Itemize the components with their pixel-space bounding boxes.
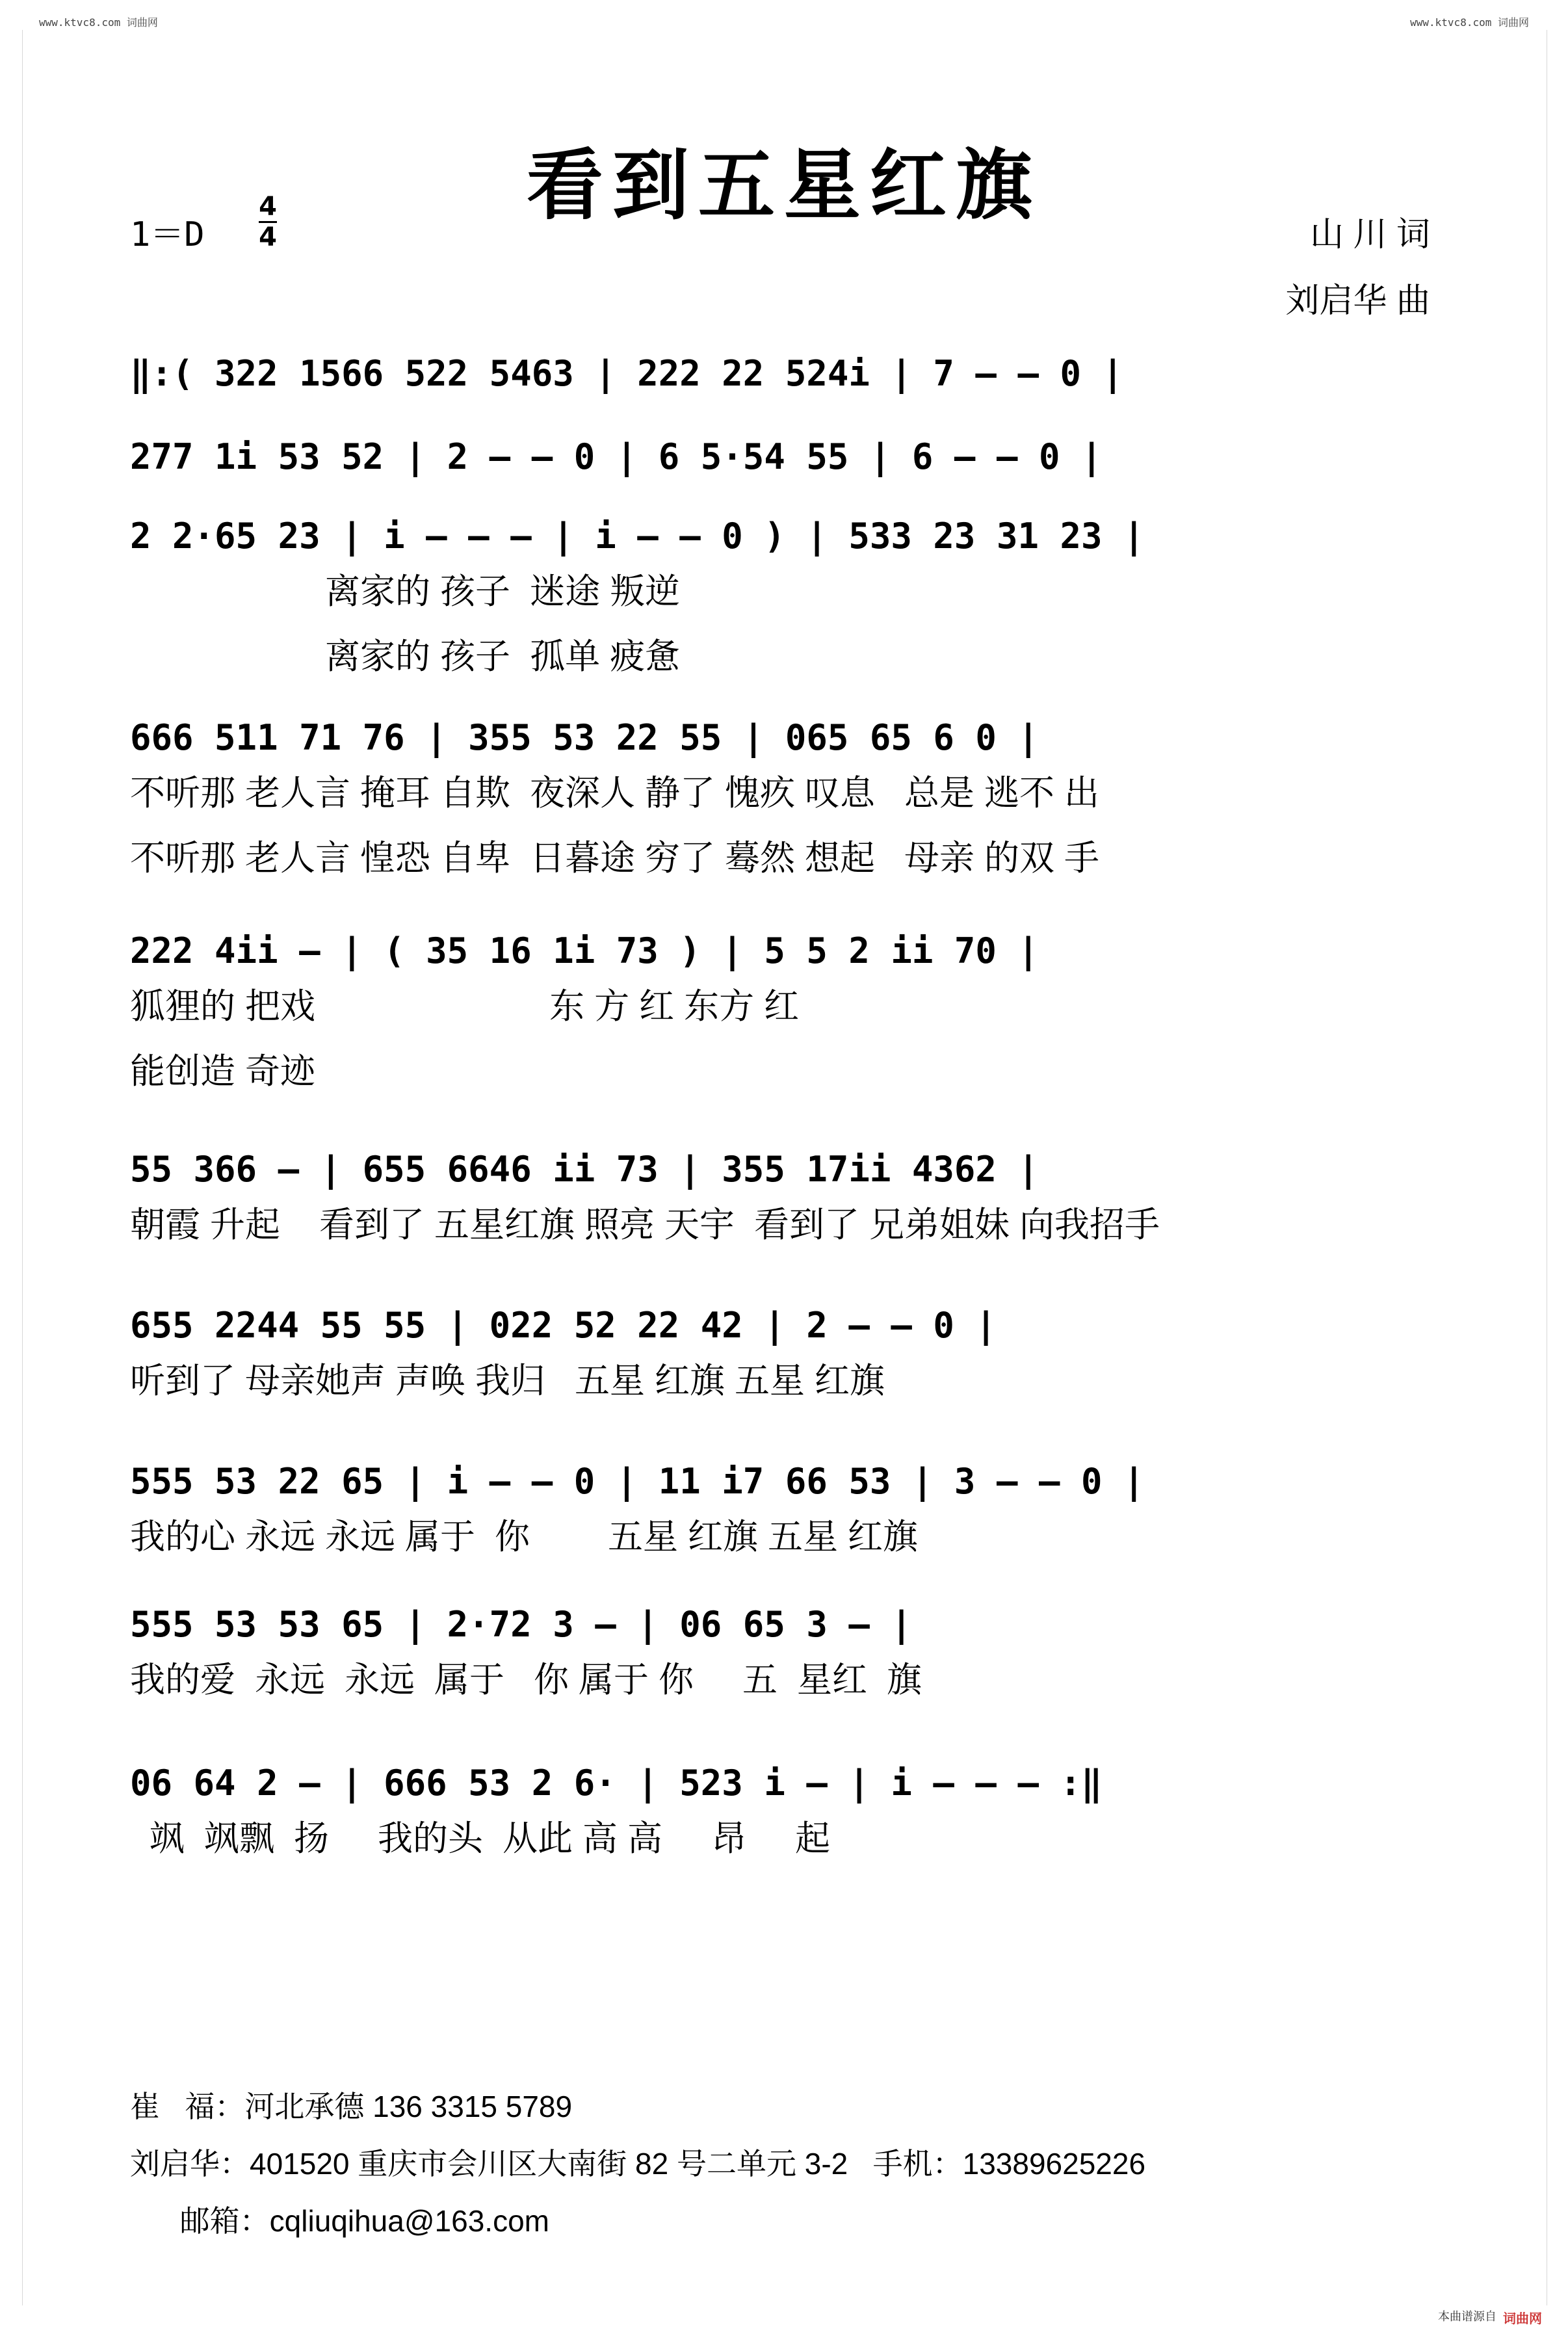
footer-source: 本曲谱源自 (1438, 2310, 1496, 2324)
notation-row: 555 53 22 65 | i – – 0 | 11 i7 66 53 | 3 – – 0 | (130, 1461, 1145, 1502)
song-title: 看到五星红旗 (526, 140, 1041, 230)
score-line-2 (130, 434, 1437, 480)
lyric-row: 狐狸的 把戏 东 方 红 东方 红 (130, 987, 800, 1026)
lyric-row: 我的心 永远 永远 属于 你 五星 红旗 五星 红旗 (130, 1517, 919, 1556)
lyric-row: 听到了 母亲她声 声唤 我归 五星 红旗 五星 红旗 (130, 1361, 885, 1400)
time-bottom: 4 (259, 222, 277, 252)
score-line-9 (130, 1602, 1437, 1713)
contact-cui-fu: 崔 福：河北承德 136 3315 5789 (130, 2090, 573, 2123)
lyricist-credit: 山 川 词 (1310, 216, 1430, 254)
notation-row: 277 1i 53 52 | 2 – – 0 | 6 5·54 55 | 6 – – 0 | (130, 436, 1103, 477)
notation-row: ‖:( 322 1566 522 5463 | 222 22 524i | 7 – – 0 | (130, 353, 1124, 394)
lyric-row: 离家的 孩子 迷途 叛逆 (130, 572, 681, 611)
score-line-1 (130, 351, 1437, 397)
notation-row: 655 2244 55 55 | 022 52 22 42 | 2 – – 0 | (130, 1305, 997, 1346)
lyric-row: 不听那 老人言 惶恐 自卑 日暮途 穷了 蓦然 想起 母亲 的双 手 (130, 839, 1100, 878)
notation-row: 666 511 71 76 | 355 53 22 55 | 065 65 6 0 | (130, 717, 1039, 758)
score-line-3 (130, 514, 1437, 689)
notation-row: 2 2·65 23 | i – – – | i – – 0 ) | 533 23 31 23 | (130, 516, 1145, 557)
site-logo: 词曲网 (1503, 2311, 1542, 2326)
score-line-5 (130, 928, 1437, 1104)
key-signature: 1＝D (130, 215, 205, 254)
contact-email: 邮箱：cqliuqihua@163.com (130, 2204, 549, 2238)
lyric-row: 我的爱 永远 永远 属于 你 属于 你 五 星红 旗 (130, 1660, 922, 1700)
watermark-right: www.ktvc8.com 词曲网 (1410, 16, 1529, 29)
composer-credit: 刘启华 曲 (1285, 282, 1430, 320)
lyric-row: 飒 飒飘 扬 我的头 从此 高 高 昂 起 (130, 1819, 831, 1858)
score-line-10 (130, 1761, 1437, 1871)
notation-row: 55 366 – | 655 6646 ii 73 | 355 17ii 4362 | (130, 1149, 1039, 1190)
time-signature (259, 192, 277, 252)
notation-row: 06 64 2 – | 666 53 2 6· | 523 i – | i – – – :‖ (130, 1763, 1103, 1804)
notation-row: 555 53 53 65 | 2·72 3 – | 06 65 3 – | (130, 1604, 912, 1645)
notation-row: 222 4ii – | ( 35 16 1i 73 ) | 5 5 2 ii 70 | (130, 930, 1039, 971)
lyric-row: 能创造 奇迹 (130, 1052, 316, 1091)
score-line-8 (130, 1459, 1437, 1569)
lyric-row: 朝霞 升起 看到了 五星红旗 照亮 天宇 看到了 兄弟姐妹 向我招手 (130, 1205, 1160, 1244)
watermark-left: www.ktvc8.com 词曲网 (39, 16, 158, 29)
score-line-6 (130, 1147, 1437, 1257)
contact-liu-qihua: 刘启华：401520 重庆市会川区大南街 82 号二单元 3-2 手机：13389625226 (130, 2147, 1146, 2181)
score-line-4 (130, 715, 1437, 891)
lyric-row: 离家的 孩子 孤单 疲惫 (130, 637, 681, 676)
lyric-row: 不听那 老人言 掩耳 自欺 夜深人 静了 愧疚 叹息 总是 逃不 出 (130, 774, 1100, 813)
time-top: 4 (259, 192, 277, 222)
score-line-7 (130, 1303, 1437, 1413)
